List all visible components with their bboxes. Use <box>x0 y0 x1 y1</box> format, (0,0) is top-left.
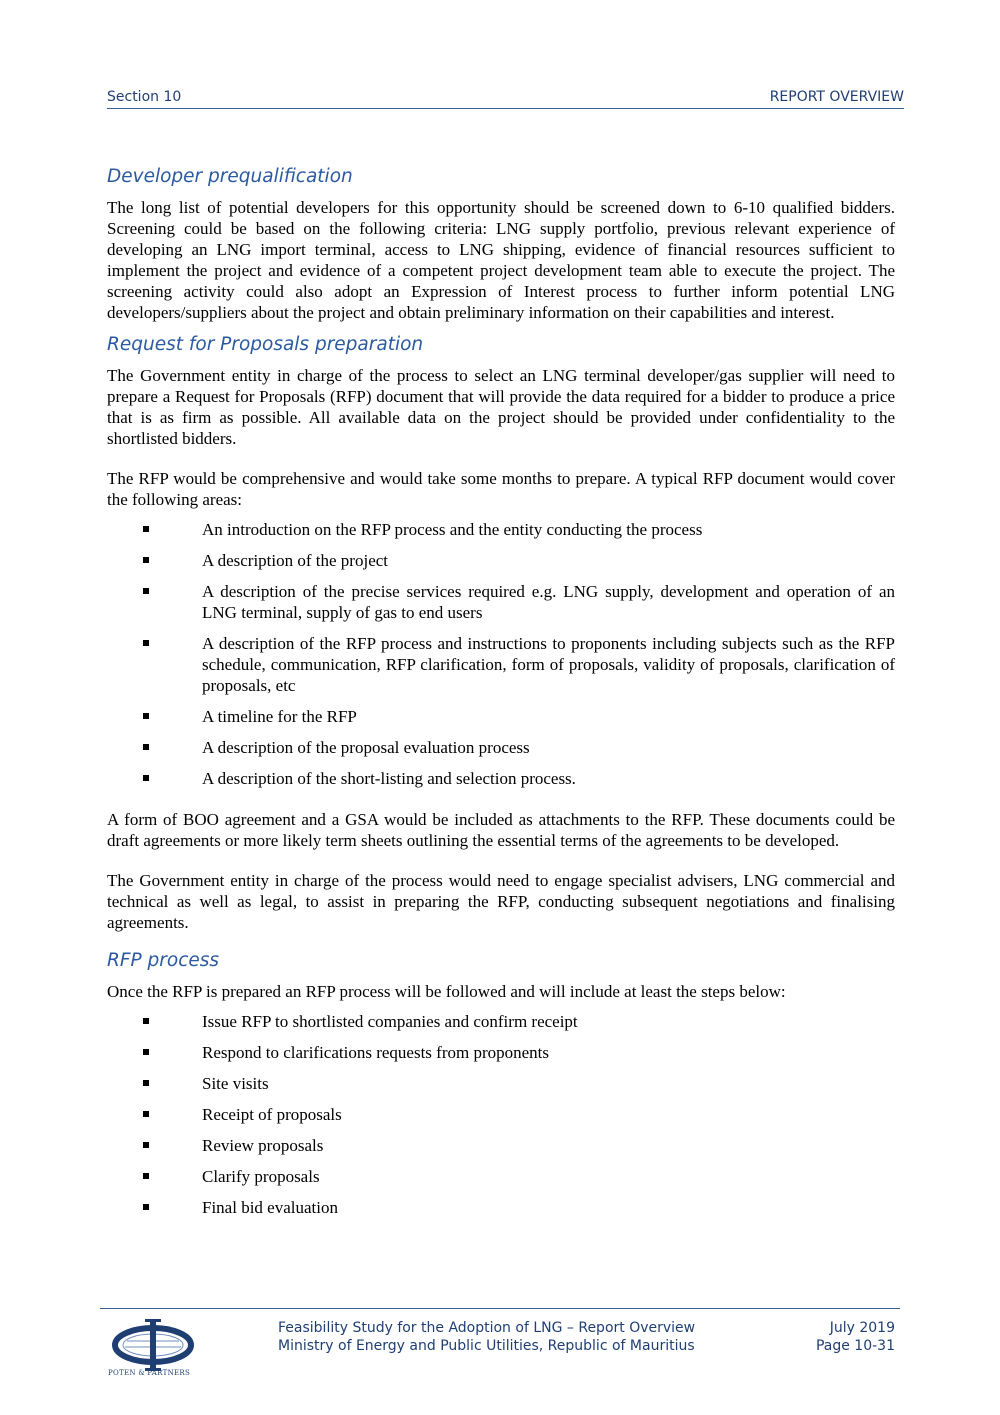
header-section: Section 10 <box>107 89 182 105</box>
paragraph: Once the RFP is prepared an RFP process will be followed and will include at least the steps below: <box>107 982 786 1001</box>
bullet-square-icon <box>143 1111 149 1117</box>
list-item-text: Review proposals <box>202 1136 324 1155</box>
list-item-text: Issue RFP to shortlisted companies and confirm receipt <box>202 1012 578 1031</box>
list-item <box>107 519 895 540</box>
bullet-list <box>107 519 895 789</box>
paragraph: The RFP would be comprehensive and would take some months to prepare. A typical RFP document would cover the following areas: <box>107 469 895 509</box>
list-item-text: A description of the proposal evaluation process <box>202 738 530 757</box>
list-item <box>107 1042 895 1063</box>
list-item-text: A description of the project <box>202 551 389 570</box>
poten-partners-logo-icon <box>108 1315 198 1375</box>
list-item-text: A description of the RFP process and instructions to proponents including subjects such as the RFP schedule, communication, RFP clarification, form of proposals, validity of proposals, clarification of proposals, etc <box>202 634 895 695</box>
list-item <box>107 1073 895 1094</box>
bullet-square-icon <box>143 588 149 594</box>
bullet-square-icon <box>143 1018 149 1024</box>
bullet-square-icon <box>143 1204 149 1210</box>
list-item <box>107 1011 895 1032</box>
header-title: REPORT OVERVIEW <box>769 89 904 105</box>
paragraph: The Government entity in charge of the process would need to engage specialist advisers, LNG commercial and technical as well as legal, to assist in preparing the RFP, conducting subsequent negotiations and finalising agreements. <box>107 871 895 932</box>
bullet-square-icon <box>143 744 149 750</box>
bullet-square-icon <box>143 557 149 563</box>
footer-title-line1: Feasibility Study for the Adoption of LNG – Report Overview <box>278 1320 696 1336</box>
footer-date: July 2019 <box>829 1320 895 1336</box>
running-header <box>107 88 904 109</box>
list-item <box>107 737 895 758</box>
bullet-square-icon <box>143 1173 149 1179</box>
footer-title-line2: Ministry of Energy and Public Utilities, Republic of Mauritius <box>278 1338 695 1354</box>
bullet-square-icon <box>143 640 149 646</box>
list-item-text: Respond to clarifications requests from proponents <box>202 1043 550 1062</box>
footer-title <box>278 1319 695 1355</box>
list-item <box>107 768 895 789</box>
list-item <box>107 581 895 623</box>
bullet-square-icon <box>143 1080 149 1086</box>
paragraph: The long list of potential developers for this opportunity should be screened down to 6-10 qualified bidders. Screening could be based on the following criteria: LNG supply portfolio, previous relevant experience of developing an LNG import terminal, access to LNG shipping, evidence of financial resources sufficient to implement the project and evidence of a competent project development team able to execute the project. The screening activity could also adopt an Expression of Interest process to further inform potential LNG developers/suppliers about the project and obtain preliminary information on their capabilities and interest. <box>107 198 895 322</box>
page-footer <box>100 1308 900 1389</box>
bullet-square-icon <box>143 775 149 781</box>
list-item-text: Final bid evaluation <box>202 1198 338 1217</box>
list-item <box>107 1135 895 1156</box>
paragraph: A form of BOO agreement and a GSA would be included as attachments to the RFP. These documents could be draft agreements or more likely term sheets outlining the essential terms of the agreements to be developed. <box>107 810 895 850</box>
bullet-square-icon <box>143 1049 149 1055</box>
list-item-text: Clarify proposals <box>202 1167 320 1186</box>
list-item-text: Receipt of proposals <box>202 1105 342 1124</box>
list-item <box>107 550 895 571</box>
list-item-text: A description of the short-listing and selection process. <box>202 769 576 788</box>
list-item-text: A timeline for the RFP <box>202 707 357 726</box>
list-item-text: Site visits <box>202 1074 269 1093</box>
list-item <box>107 1104 895 1125</box>
bullet-list <box>107 1011 895 1218</box>
heading-rfp-preparation: Request for Proposals preparation <box>107 334 424 355</box>
bullet-square-icon <box>143 526 149 532</box>
heading-rfp-process: RFP process <box>107 950 220 971</box>
list-item <box>107 1166 895 1187</box>
list-item <box>107 633 895 696</box>
footer-meta <box>816 1319 895 1355</box>
heading-developer-prequalification: Developer prequalification <box>107 166 353 187</box>
main-content <box>107 165 895 1228</box>
page-number: Page 10-31 <box>815 1338 895 1354</box>
list-item <box>107 706 895 727</box>
bullet-square-icon <box>143 713 149 719</box>
logo-caption: POTEN & PARTNERS <box>108 1369 191 1377</box>
list-item-text: A description of the precise services required e.g. LNG supply, development and operation of an LNG terminal, supply of gas to end users <box>202 582 895 622</box>
bullet-square-icon <box>143 1142 149 1148</box>
list-item <box>107 1197 895 1218</box>
list-item-text: An introduction on the RFP process and the entity conducting the process <box>202 520 703 539</box>
paragraph: The Government entity in charge of the process to select an LNG terminal developer/gas supplier will need to prepare a Request for Proposals (RFP) document that will provide the data required for a bidder to produce a price that is as firm as possible. All available data on the project should be provided under confidentiality to the shortlisted bidders. <box>107 366 895 448</box>
